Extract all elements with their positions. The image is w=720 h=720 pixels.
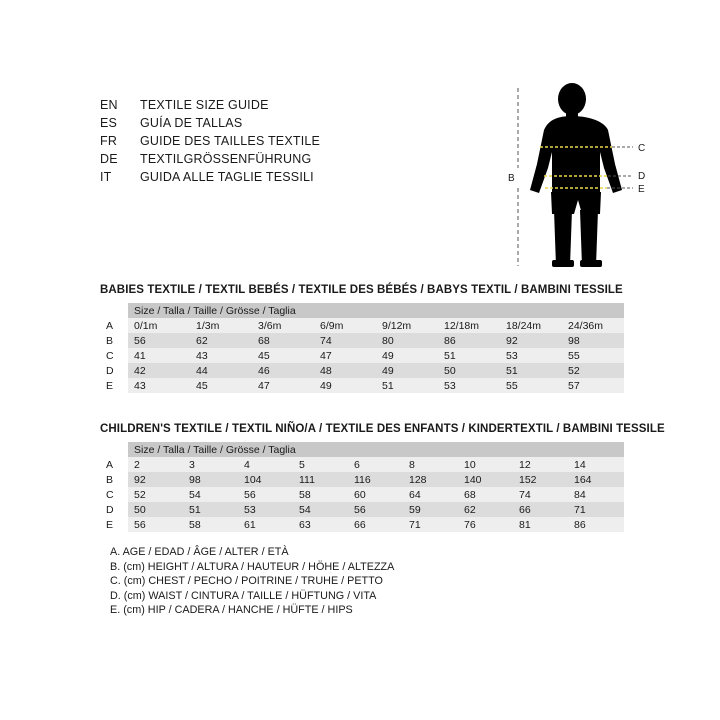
table-row (100, 502, 624, 517)
title-block (100, 96, 430, 186)
table-cell: 49 (314, 378, 376, 393)
legend-item-c: C. (cm) CHEST / PECHO / POITRINE / TRUHE / PETTO (110, 575, 383, 588)
table-cell: 1/3m (190, 318, 252, 333)
table-cell: 54 (183, 487, 238, 502)
table-header-size-cell: Size / Talla / Taille / Grösse / Taglia (128, 442, 624, 457)
table-cell: 92 (500, 333, 562, 348)
title-lang-it: IT (100, 170, 112, 184)
table-cell: 86 (568, 517, 624, 532)
table-cell: 57 (562, 378, 624, 393)
title-lang-es: ES (100, 116, 118, 130)
table-cell: 45 (252, 348, 314, 363)
table-cell: 48 (314, 363, 376, 378)
table-cell: 74 (314, 333, 376, 348)
table-cell: 56 (128, 333, 190, 348)
table-cell: 47 (252, 378, 314, 393)
table-cell: 6/9m (314, 318, 376, 333)
table-cell: 60 (348, 487, 403, 502)
table-row (100, 487, 624, 502)
table-cell: 84 (568, 487, 624, 502)
table-cell: 116 (348, 472, 403, 487)
table-cell: 80 (376, 333, 438, 348)
table-cell: 49 (376, 348, 438, 363)
table-cell: 51 (500, 363, 562, 378)
table-cell: 56 (348, 502, 403, 517)
table-cell: 68 (252, 333, 314, 348)
title-lang-de: DE (100, 152, 118, 166)
table-cell: 66 (348, 517, 403, 532)
table-cell: 50 (438, 363, 500, 378)
table-cell: 59 (403, 502, 458, 517)
table-cell: 58 (183, 517, 238, 532)
table-cell: 55 (500, 378, 562, 393)
row-label-cell: E (106, 518, 114, 531)
table-cell: 64 (403, 487, 458, 502)
babies-table-body (100, 303, 624, 393)
table-cell: 24/36m (562, 318, 624, 333)
table-cell: 68 (458, 487, 513, 502)
table-cell: 53 (238, 502, 293, 517)
table-cell: 4 (238, 457, 293, 472)
table-cell: 47 (314, 348, 376, 363)
figure-label-c: C (638, 143, 646, 154)
title-text-de: TEXTILGRÖSSENFÜHRUNG (140, 152, 312, 166)
table-cell: 52 (562, 363, 624, 378)
children-table-body (100, 442, 624, 532)
table-cell: 98 (183, 472, 238, 487)
table-cell: 41 (128, 348, 190, 363)
row-label-cell: C (106, 349, 114, 362)
children-size-table (100, 442, 624, 532)
table-cell: 12 (513, 457, 568, 472)
table-cell: 3 (183, 457, 238, 472)
table-cell: 71 (403, 517, 458, 532)
title-row-it (100, 168, 430, 186)
table-row (100, 472, 624, 487)
table-cell: 43 (190, 348, 252, 363)
legend-item-a: A. AGE / EDAD / ÂGE / ALTER / ETÀ (110, 546, 289, 558)
table-cell: 18/24m (500, 318, 562, 333)
table-cell: 92 (128, 472, 183, 487)
table-cell: 6 (348, 457, 403, 472)
table-row (100, 363, 624, 378)
table-cell: 43 (128, 378, 190, 393)
table-cell: 5 (293, 457, 348, 472)
children-table-caption: CHILDREN'S TEXTILE / TEXTIL NIÑO/A / TEXTILE DES ENFANTS / KINDERTEXTIL / BAMBINI TESSILE (100, 423, 665, 435)
legend-item-e: E. (cm) HIP / CADERA / HANCHE / HÜFTE / HIPS (110, 604, 353, 617)
table-cell: 74 (513, 487, 568, 502)
table-cell: 128 (403, 472, 458, 487)
title-text-it: GUIDA ALLE TAGLIE TESSILI (140, 170, 314, 184)
table-cell: 56 (238, 487, 293, 502)
table-cell: 53 (500, 348, 562, 363)
table-row (100, 348, 624, 363)
title-text-fr: GUIDE DES TAILLES TEXTILE (140, 134, 321, 148)
table-row (100, 517, 624, 532)
table-cell: 49 (376, 363, 438, 378)
table-cell: 140 (458, 472, 513, 487)
table-row (100, 318, 624, 333)
legend-block (110, 545, 394, 618)
legend-item-b: B. (cm) HEIGHT / ALTURA / HAUTEUR / HÖHE / ALTEZZA (110, 560, 395, 573)
table-cell: 50 (128, 502, 183, 517)
table-cell: 8 (403, 457, 458, 472)
table-cell: 104 (238, 472, 293, 487)
table-cell: 98 (562, 333, 624, 348)
table-header-label-cell (100, 442, 128, 457)
table-cell: 44 (190, 363, 252, 378)
table-cell: 62 (458, 502, 513, 517)
table-cell: 66 (513, 502, 568, 517)
table-cell: 0/1m (128, 318, 190, 333)
figure-label-d: D (638, 171, 646, 182)
table-cell: 62 (190, 333, 252, 348)
title-row-fr (100, 132, 430, 150)
table-cell: 55 (562, 348, 624, 363)
table-cell: 111 (293, 472, 348, 487)
child-silhouette-icon (490, 80, 670, 270)
row-label-cell: E (106, 379, 114, 392)
table-cell: 152 (513, 472, 568, 487)
table-cell: 42 (128, 363, 190, 378)
title-row-en (100, 96, 430, 114)
row-label-cell: D (106, 503, 114, 516)
title-row-de (100, 150, 430, 168)
legend-item-d: D. (cm) WAIST / CINTURA / TAILLE / HÜFTUNG / VITA (110, 589, 377, 602)
body-measurement-figure (490, 80, 670, 270)
table-row (100, 333, 624, 348)
table-header-label-cell (100, 303, 128, 318)
table-cell: 51 (183, 502, 238, 517)
table-cell: 164 (568, 472, 624, 487)
table-cell: 86 (438, 333, 500, 348)
table-cell: 54 (293, 502, 348, 517)
row-label-cell: B (106, 334, 114, 347)
babies-size-table (100, 303, 624, 393)
table-cell: 53 (438, 378, 500, 393)
table-cell: 52 (128, 487, 183, 502)
table-row (100, 378, 624, 393)
babies-table-caption: BABIES TEXTILE / TEXTIL BEBÉS / TEXTILE DES BÉBÉS / BABYS TEXTIL / BAMBINI TESSILE (100, 284, 623, 296)
table-header-row (100, 442, 624, 457)
table-cell: 76 (458, 517, 513, 532)
title-text-en: TEXTILE SIZE GUIDE (140, 98, 269, 112)
table-cell: 3/6m (252, 318, 314, 333)
table-cell: 56 (128, 517, 183, 532)
title-text-es: GUÍA DE TALLAS (140, 116, 243, 130)
table-cell: 45 (190, 378, 252, 393)
table-cell: 2 (128, 457, 183, 472)
table-header-size-cell: Size / Talla / Taille / Grösse / Taglia (128, 303, 624, 318)
table-cell: 51 (376, 378, 438, 393)
table-cell: 14 (568, 457, 624, 472)
table-cell: 63 (293, 517, 348, 532)
table-header-row (100, 303, 624, 318)
table-cell: 9/12m (376, 318, 438, 333)
table-cell: 10 (458, 457, 513, 472)
title-lang-en: EN (100, 98, 118, 112)
title-row-es (100, 114, 430, 132)
table-cell: 58 (293, 487, 348, 502)
row-label-cell: C (106, 488, 114, 501)
figure-label-e: E (638, 184, 645, 195)
table-cell: 81 (513, 517, 568, 532)
title-lang-fr: FR (100, 134, 118, 148)
row-label-cell: A (106, 458, 114, 471)
table-cell: 46 (252, 363, 314, 378)
table-row (100, 457, 624, 472)
row-label-cell: A (106, 319, 114, 332)
figure-label-b: B (508, 173, 515, 184)
row-label-cell: B (106, 473, 114, 486)
table-cell: 71 (568, 502, 624, 517)
table-cell: 61 (238, 517, 293, 532)
table-cell: 51 (438, 348, 500, 363)
row-label-cell: D (106, 364, 114, 377)
table-cell: 12/18m (438, 318, 500, 333)
